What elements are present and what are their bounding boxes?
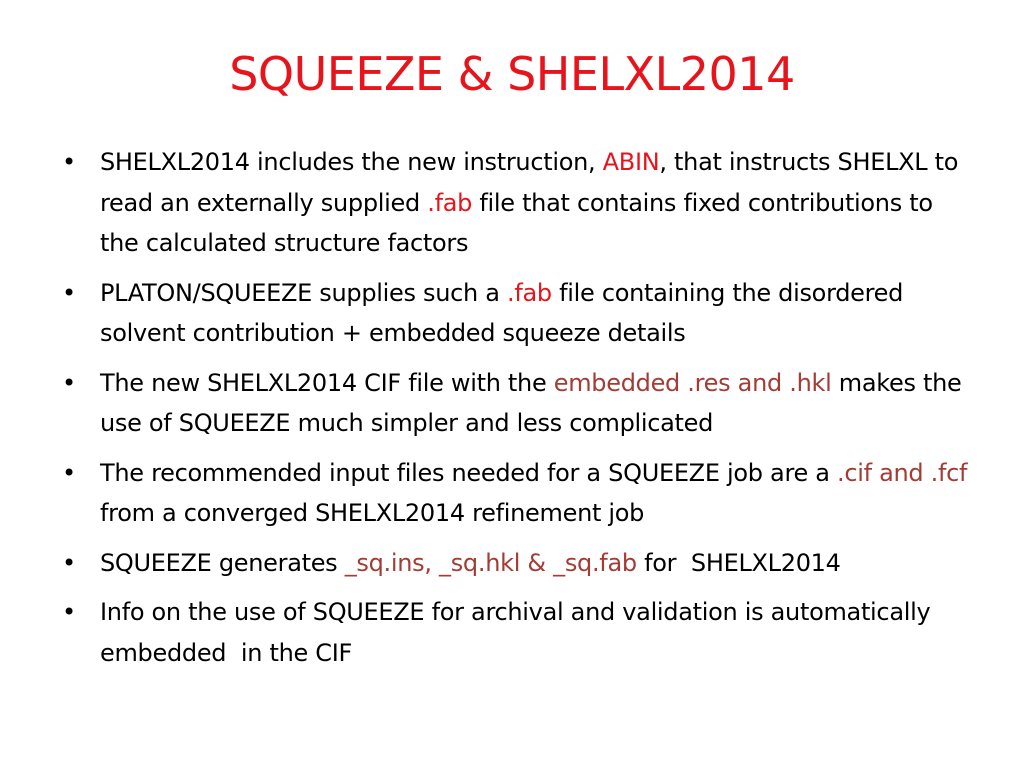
bullet-list <box>56 142 976 682</box>
bullet-text-segment: PLATON/SQUEEZE supplies such a <box>100 278 507 307</box>
bullet-item <box>56 592 976 673</box>
bullet-text-segment: Info on the use of SQUEEZE for archival and validation is automatically embedded in the CIF <box>100 598 938 667</box>
bullet-text-segment: , that instructs SHELXL to read an externally supplied <box>100 148 966 217</box>
bullet-item <box>56 363 976 444</box>
bullet-item <box>56 543 976 584</box>
bullet-text <box>100 369 969 438</box>
bullet-text <box>100 148 966 257</box>
bullet-text-segment: SQUEEZE generates <box>100 548 345 577</box>
bullet-text <box>100 459 975 528</box>
highlighted-term: _sq.ins, _sq.hkl & _sq.fab <box>344 548 637 577</box>
bullet-marker: • <box>62 458 76 487</box>
highlighted-term: .cif and .fcf <box>837 458 968 487</box>
highlighted-term: .fab <box>427 188 473 217</box>
bullet-text-segment: The new SHELXL2014 CIF file with the <box>100 368 554 397</box>
bullet-text-segment: file containing the disordered solvent contribution + embedded squeeze details <box>100 278 911 347</box>
bullet-text-segment: makes the use of SQUEEZE much simpler and less complicated <box>100 368 969 437</box>
bullet-text <box>100 549 841 577</box>
bullet-marker: • <box>62 548 76 577</box>
slide-title: SQUEEZE & SHELXL2014 <box>229 47 795 101</box>
bullet-marker: • <box>62 278 76 307</box>
bullet-text-segment: file that contains fixed contributions to the calculated structure factors <box>100 188 941 257</box>
bullet-marker: • <box>62 148 76 176</box>
bullet-text <box>100 279 910 348</box>
bullet-text-segment: from a converged SHELXL2014 refinement job <box>100 458 975 527</box>
highlighted-term: .fab <box>507 278 552 307</box>
bullet-text-segment: for SHELXL2014 <box>636 548 841 577</box>
bullet-marker: • <box>62 598 76 626</box>
bullet-item <box>56 453 976 534</box>
bullet-marker: • <box>62 368 76 397</box>
bullet-text-segment: The recommended input files needed for a SQUEEZE job are a <box>100 458 838 487</box>
bullet-text-segment: SHELXL2014 includes the new instruction, <box>100 148 603 176</box>
highlighted-term: embedded .res and .hkl <box>553 368 832 397</box>
bullet-text <box>100 598 938 667</box>
bullet-item <box>56 273 976 354</box>
bullet-item <box>56 142 976 264</box>
highlighted-term: ABIN <box>602 148 660 176</box>
